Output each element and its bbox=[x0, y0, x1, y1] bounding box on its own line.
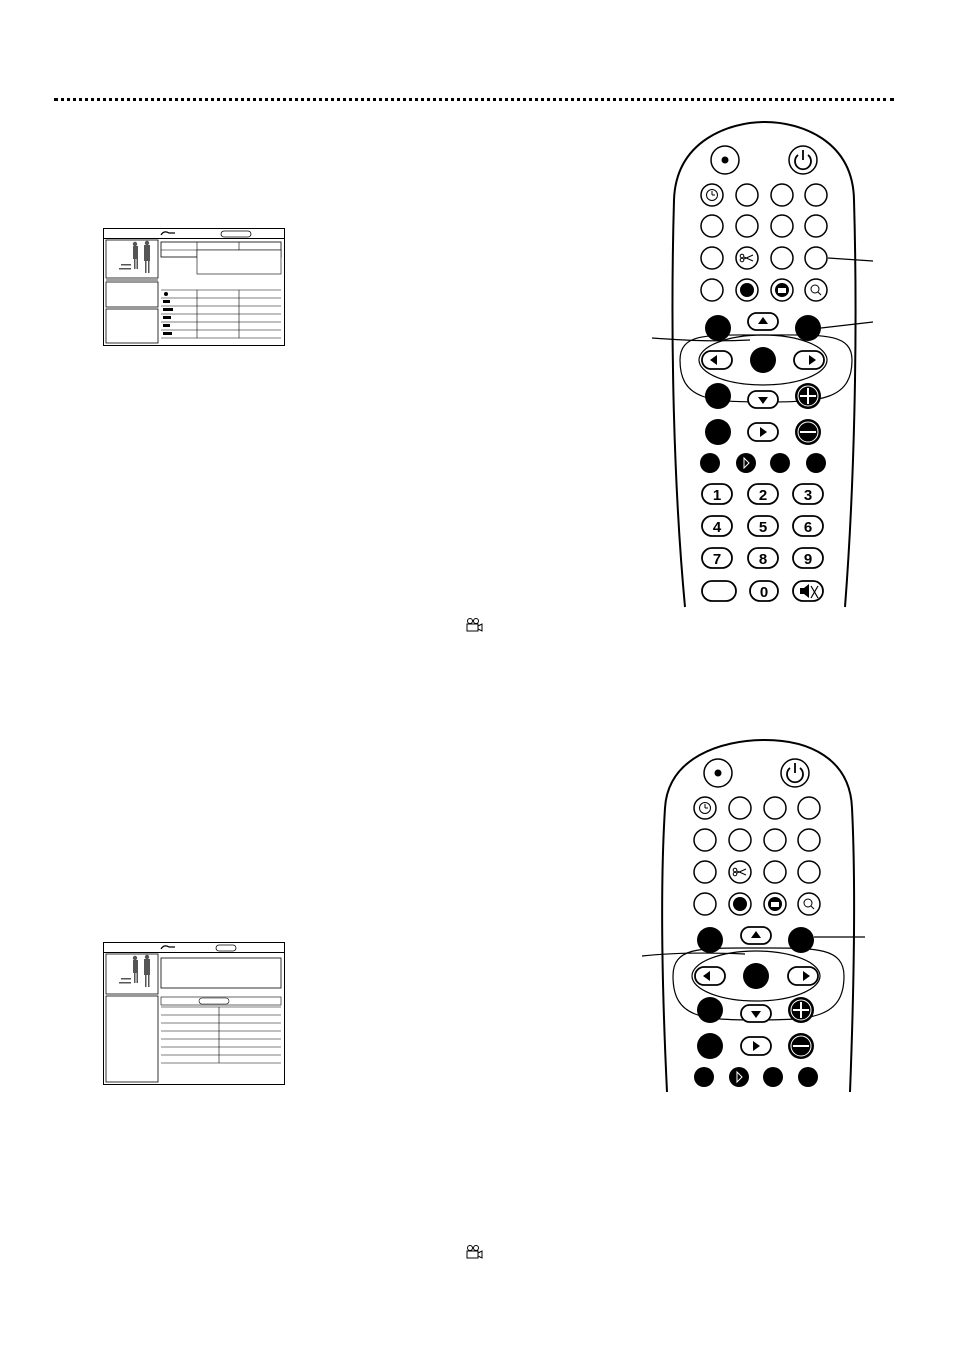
down-button[interactable] bbox=[748, 391, 778, 408]
ok-button[interactable] bbox=[750, 347, 776, 373]
menu-screen-illustration-2 bbox=[103, 942, 285, 1085]
remote-control-top bbox=[640, 110, 890, 610]
key-7[interactable]: 7 bbox=[712, 551, 722, 568]
key-3[interactable]: 3 bbox=[803, 487, 813, 504]
record-button[interactable] bbox=[711, 146, 739, 174]
key-5[interactable]: 5 bbox=[758, 519, 768, 536]
stop-button[interactable] bbox=[705, 419, 731, 445]
callout-line bbox=[821, 322, 873, 328]
section-divider bbox=[54, 98, 894, 101]
remote-control-bottom bbox=[640, 728, 890, 1093]
play-button[interactable] bbox=[741, 1037, 771, 1055]
key-1[interactable]: 1 bbox=[712, 487, 722, 504]
power-button[interactable] bbox=[781, 759, 809, 787]
camera-angle-icon bbox=[465, 618, 483, 632]
record-button[interactable] bbox=[704, 759, 732, 787]
right-button[interactable] bbox=[788, 967, 818, 985]
minus-button[interactable] bbox=[795, 419, 821, 445]
callout-line bbox=[828, 258, 873, 261]
key-0[interactable]: 0 bbox=[759, 584, 769, 601]
up-button[interactable] bbox=[741, 927, 771, 944]
camera-angle-icon bbox=[465, 1245, 483, 1259]
left-button[interactable] bbox=[695, 967, 725, 985]
disc-menu-button[interactable] bbox=[697, 927, 723, 953]
key-6[interactable]: 6 bbox=[803, 519, 813, 536]
up-button[interactable] bbox=[748, 313, 778, 330]
key-2[interactable]: 2 bbox=[758, 487, 768, 504]
system-menu-button[interactable] bbox=[788, 927, 814, 953]
key-4[interactable]: 4 bbox=[712, 519, 722, 536]
stop-button[interactable] bbox=[697, 1033, 723, 1059]
menu-screen-illustration-1 bbox=[103, 228, 285, 346]
callout-line bbox=[642, 953, 745, 956]
return-button[interactable] bbox=[705, 383, 731, 409]
record-dot-icon bbox=[722, 157, 729, 164]
power-button[interactable] bbox=[789, 146, 817, 174]
plus-button[interactable] bbox=[795, 383, 821, 409]
left-button[interactable] bbox=[702, 351, 732, 369]
key-9[interactable]: 9 bbox=[803, 551, 813, 568]
plus-button[interactable] bbox=[788, 997, 814, 1023]
key-8[interactable]: 8 bbox=[758, 551, 768, 568]
minus-button[interactable] bbox=[788, 1033, 814, 1059]
extra-key[interactable] bbox=[702, 581, 736, 601]
play-button[interactable] bbox=[748, 423, 778, 441]
disc-menu-button[interactable] bbox=[705, 315, 731, 341]
ok-button[interactable] bbox=[743, 963, 769, 989]
system-menu-button[interactable] bbox=[795, 315, 821, 341]
down-button[interactable] bbox=[741, 1005, 771, 1022]
return-button[interactable] bbox=[697, 997, 723, 1023]
callout-line bbox=[652, 338, 750, 341]
zoom-button bbox=[805, 279, 827, 301]
right-button[interactable] bbox=[794, 351, 824, 369]
